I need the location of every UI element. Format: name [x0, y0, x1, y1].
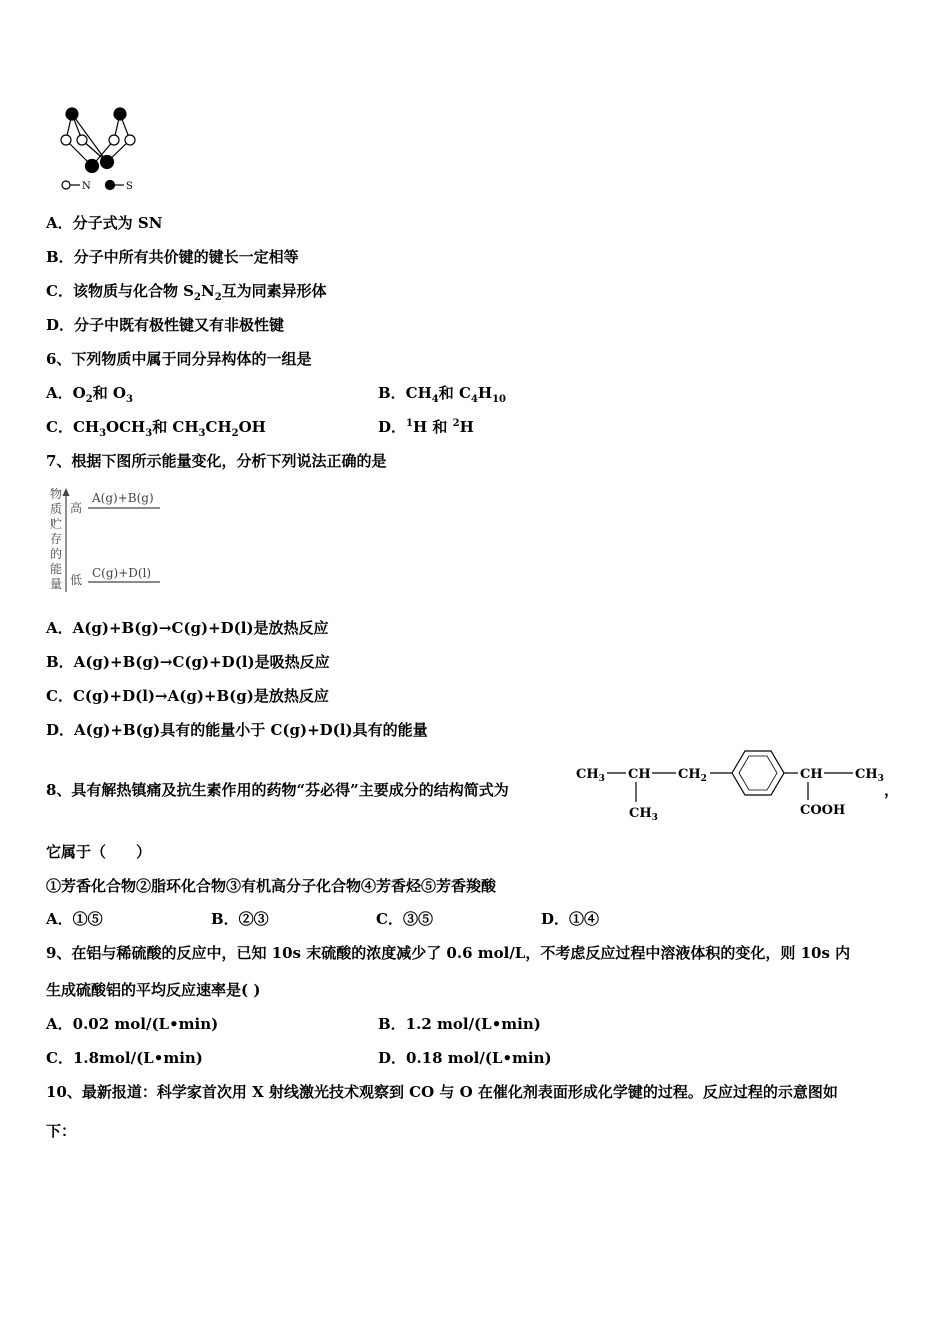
q9-stem-line1: 9、在铝与稀硫酸的反应中，已知 10s 末硫酸的浓度减少了 0.6 mol/L，不考虑反应过程中溶液体积的变化，则 10s 内 — [46, 944, 851, 962]
bottom-level-label: C(g)+D(l) — [92, 566, 152, 580]
energy-level-diagram — [46, 484, 176, 596]
q6-option-b: B．$CH_4$和 $C_4H_{10}$ — [378, 384, 507, 405]
svg-text:COOH: COOH — [800, 803, 846, 818]
axis-char: 的 — [50, 547, 63, 561]
q10-stem-line2: 下： — [46, 1122, 77, 1140]
svg-text:CH3: $CH_3$ — [576, 767, 605, 784]
q8-option-d: D．①④ — [541, 910, 600, 928]
q9-stem-line2: 生成硫酸铝的平均反应速率是( ) — [46, 981, 261, 999]
s-atom — [66, 108, 78, 120]
svg-text:CH: CH — [800, 767, 823, 782]
s-atom — [86, 160, 99, 173]
q8-comma: ， — [884, 781, 900, 799]
n-atom — [125, 135, 135, 145]
q6-stem: 6、下列物质中属于同分异构体的一组是 — [46, 350, 312, 368]
n-atom — [109, 135, 119, 145]
q9-option-b: B．1.2 mol/(L•min) — [378, 1015, 541, 1033]
q7-option-a: A．A(g)+B(g)→C(g)+D(l)是放热反应 — [46, 619, 329, 637]
legend-n-atom — [62, 181, 70, 189]
svg-text:CH3: $CH_3$ — [629, 806, 658, 823]
q9-option-a: A．0.02 mol/(L•min) — [46, 1015, 219, 1033]
axis-char: 质 — [50, 502, 63, 516]
low-label: 低 — [70, 573, 83, 587]
svg-text:CH: CH — [628, 767, 651, 782]
q8-options — [46, 908, 706, 929]
q6-option-a: A．$O_2$和 $O_3$ — [46, 384, 133, 405]
axis-char: 量 — [50, 577, 63, 591]
s-atom — [114, 108, 126, 120]
s4n4-structure-diagram — [52, 100, 152, 195]
legend-s-label: S — [126, 181, 133, 192]
axis-char: 物 — [50, 487, 63, 501]
high-label: 高 — [70, 501, 83, 515]
n-atom — [77, 135, 87, 145]
legend-s-atom — [106, 181, 115, 190]
q5-option-d: D．分子中既有极性键又有非极性键 — [46, 316, 285, 334]
q8-option-c: C．③⑤ — [376, 910, 433, 928]
q10-stem-line1: 10、最新报道：科学家首次用 X 射线激光技术观察到 CO 与 O 在催化剂表面形成化学键的过程。反应过程的示意图如 — [46, 1083, 838, 1101]
legend-n-label: N — [82, 181, 91, 192]
q5-option-a: A．分子式为 SN — [46, 214, 163, 232]
q8-list: ①芳香化合物②脂环化合物③有机高分子化合物④芳香烃⑤芳香羧酸 — [46, 877, 497, 895]
q9-option-c: C．1.8mol/(L•min) — [46, 1049, 203, 1067]
svg-text:CH2: $CH_2$ — [678, 767, 707, 784]
q8-option-a: A．①⑤ — [46, 910, 103, 928]
q7-option-d: D．A(g)+B(g)具有的能量小于 C(g)+D(l)具有的能量 — [46, 721, 428, 739]
ibuprofen-structure — [574, 748, 900, 826]
q9-option-d: D．0.18 mol/(L•min) — [378, 1049, 552, 1067]
q8-belongs: 它属于（ ） — [46, 843, 152, 861]
axis-char: 存 — [50, 532, 63, 546]
axis-char: 贮 — [50, 517, 63, 531]
s-atom — [101, 156, 114, 169]
q8-option-b: B．②③ — [211, 910, 269, 928]
axis-arrow — [63, 488, 70, 496]
q6-option-c: C．$CH_3OCH_3$和 $CH_3CH_2OH$ — [46, 418, 266, 439]
q5-option-c: C．该物质与化合物 $S_2N_2$互为同素异形体 — [46, 282, 327, 303]
svg-text:CH3: $CH_3$ — [855, 767, 884, 784]
n-atom — [61, 135, 71, 145]
q7-option-c: C．C(g)+D(l)→A(g)+B(g)是放热反应 — [46, 687, 329, 705]
q7-stem: 7、根据下图所示能量变化，分析下列说法正确的是 — [46, 452, 387, 470]
top-level-label: A(g)+B(g) — [92, 491, 154, 505]
axis-char: 能 — [50, 562, 63, 576]
q8-stem: 8、具有解热镇痛及抗生素作用的药物“芬必得”主要成分的结构简式为 — [46, 781, 509, 799]
q7-option-b: B．A(g)+B(g)→C(g)+D(l)是吸热反应 — [46, 653, 330, 671]
benzene-ring — [732, 751, 784, 795]
q6-option-d: D．$^1$H 和 $^2$H — [378, 418, 474, 436]
q5-option-b: B．分子中所有共价键的键长一定相等 — [46, 248, 299, 266]
